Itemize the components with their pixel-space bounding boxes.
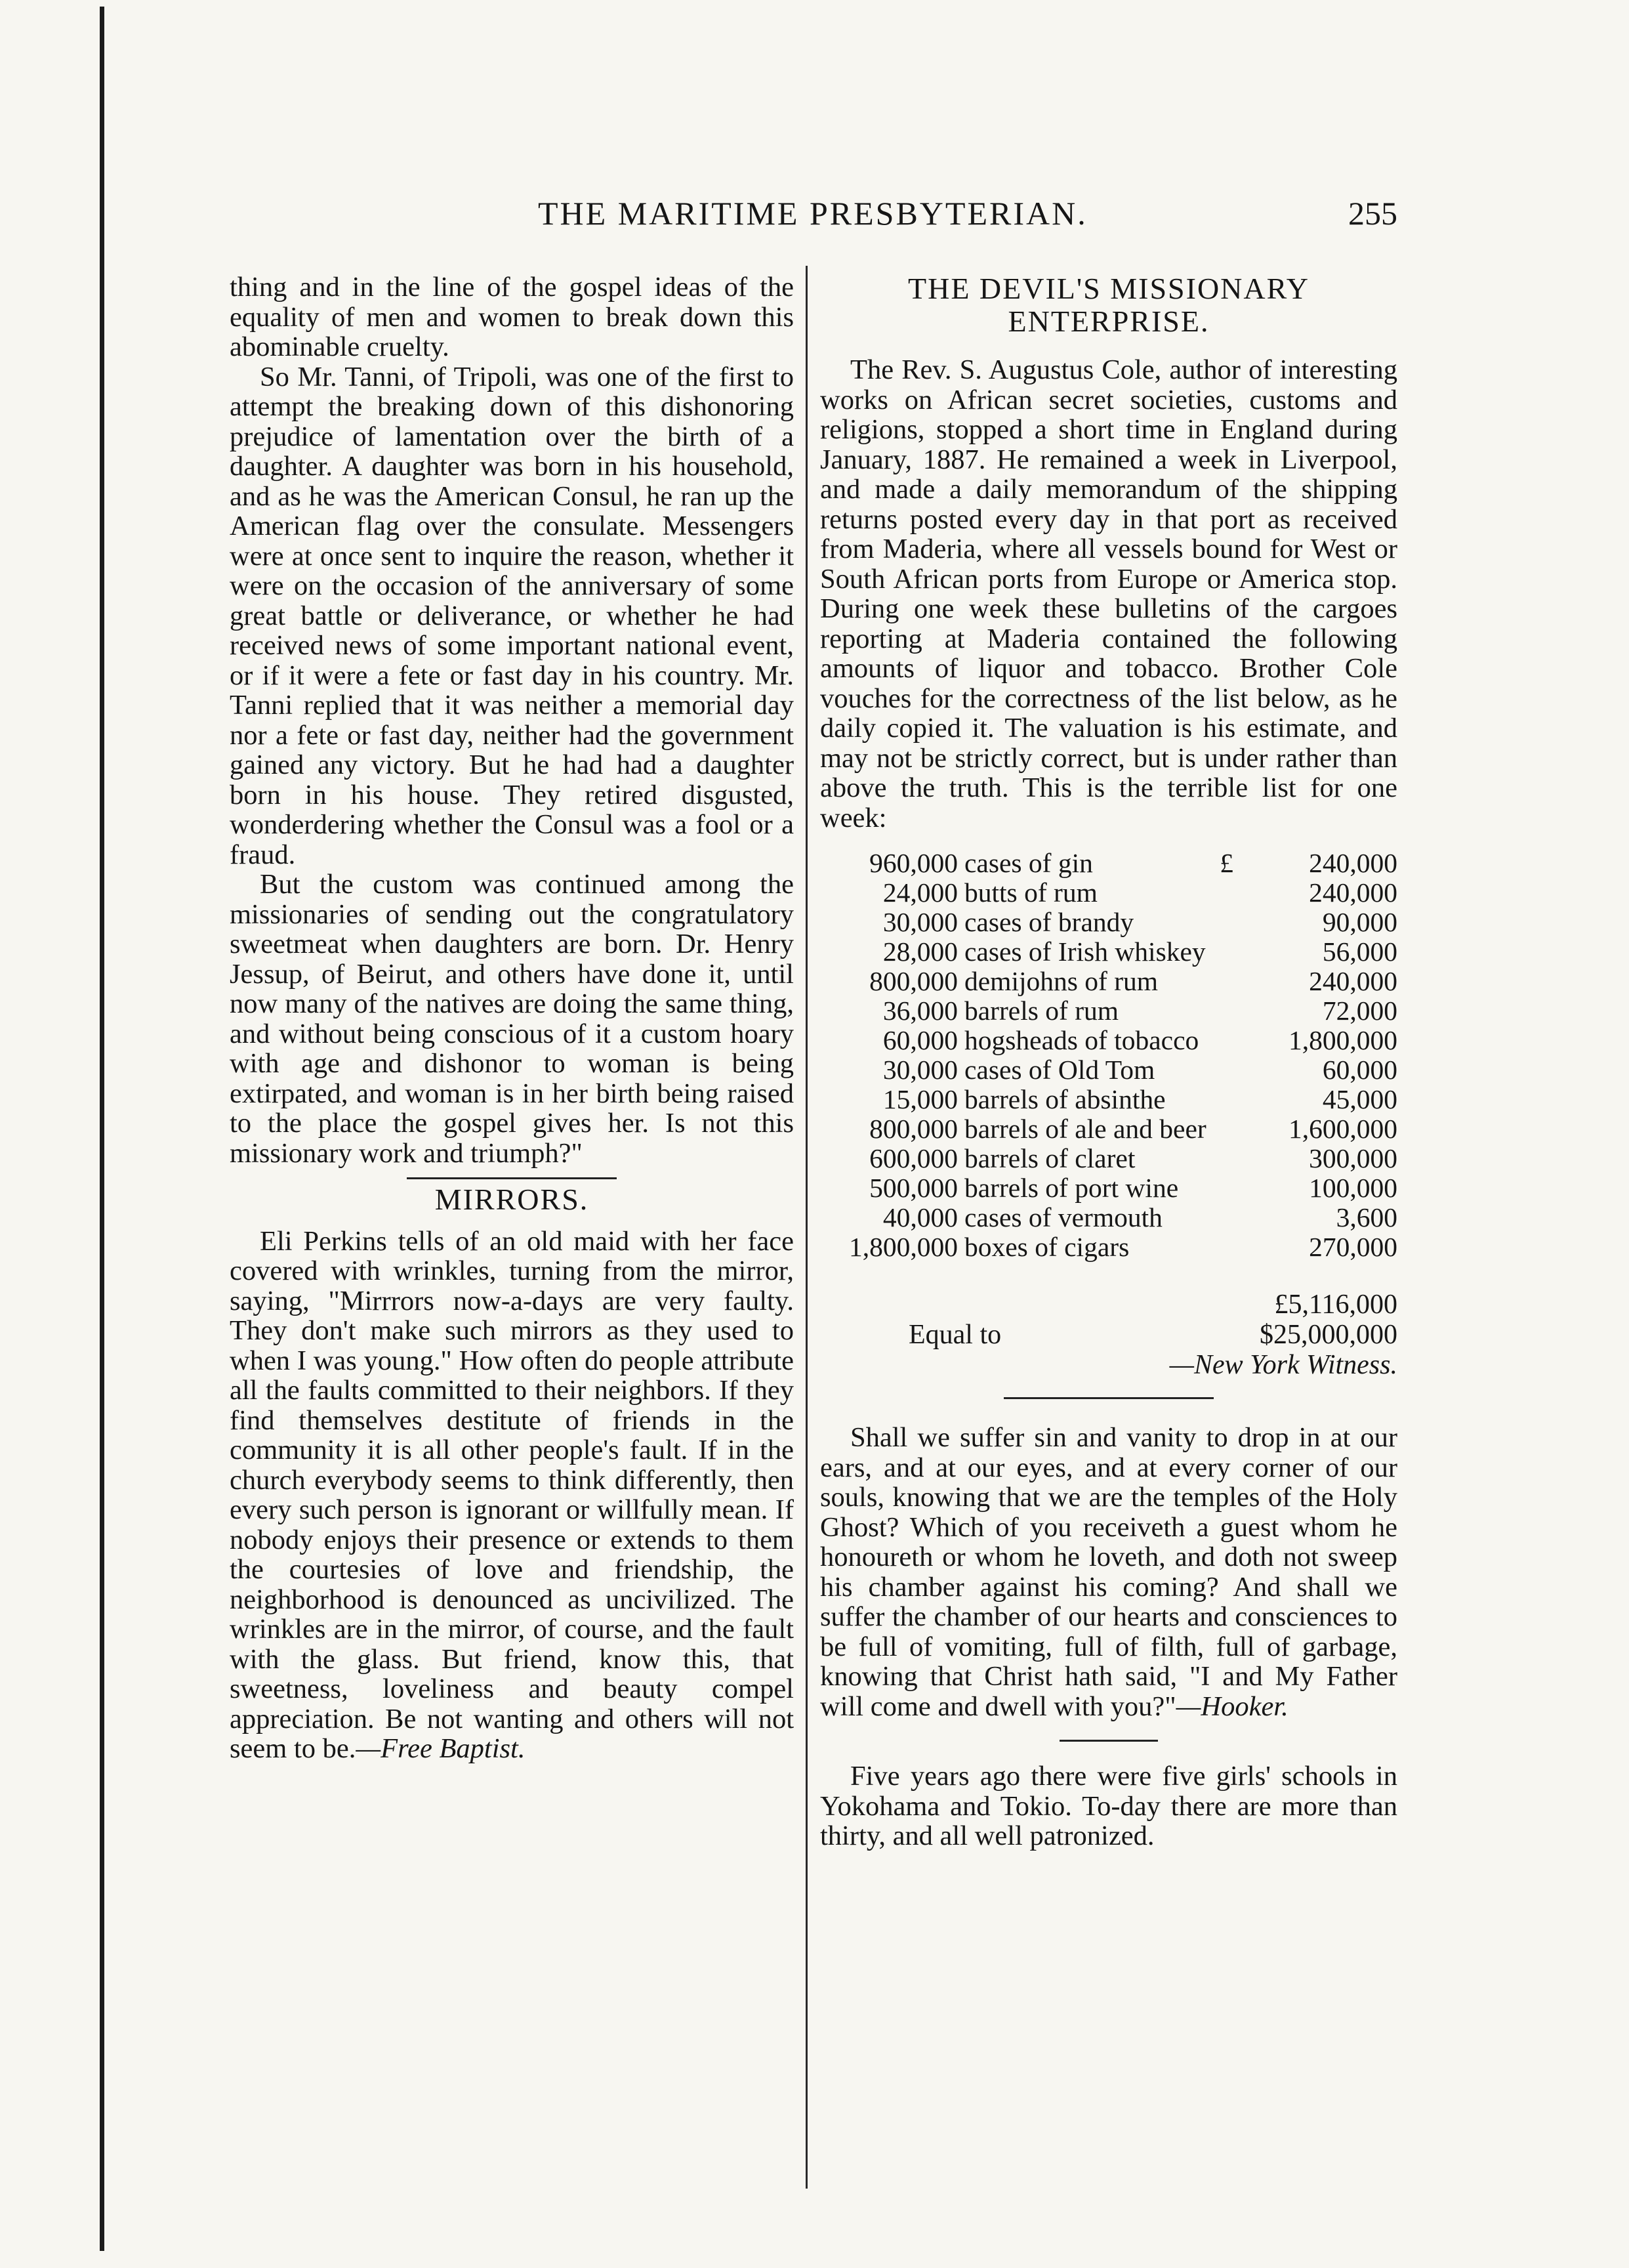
table-value: 1,800,000 [1289,1025,1397,1055]
article-intro: The Rev. S. Augustus Cole, author of interesting works on African secret societies, customs and religions, stopped a short time in England during January, 1887. He remained a week in Liverpool, and made a daily memorandum of the shipping returns posted every day in that port as received from Maderia, where all vessels bound for West or South African ports from Europe or America stop. During one week these bulletins of the cargoes reporting at Maderia contained the following amounts of liquor and tobacco. Brother Cole vouches for the correctness of the list below, as he daily copied it. The valuation is his estimate, and may not be strictly correct, but is under rather than above the truth. This is the terrible list for one week: [820,354,1397,833]
table-value: 100,000 [1309,1173,1397,1203]
table-currency [1214,1114,1233,1144]
table-currency [1214,996,1233,1026]
mirrors-body: Eli Perkins tells of an old maid with her face covered with wrinkles, turning from the mirror, saying, "Mirrrors now-a-days are very faulty. They don't make such mirrors as they used to when I was young." How often do people attribute all the faults committed to their neighbors. If they find themselves destitute of friends in the community it is all other people's fault. If in the church everybody seems to think differently, then every such person is ignorant or willfully mean. If nobody enjoys their presence or extends to them the courtesies of love and friendship, the neighborhood is denounced as uncivilized. The wrinkles are in the mirror, of course, and the fault with the glass. But friend, know this, that sweetness, loveliness and beauty compel appreciation. Be not wanting and others will not seem to be. [230,1225,794,1764]
table-currency: £ [1220,848,1233,878]
table-row [820,937,1397,967]
paragraph-continued: thing and in the line of the gospel ideas of the equality of men and women to break down this abominable cruelty. [230,272,794,362]
sin-paragraph [820,1423,1397,1721]
equal-value: $25,000,000 [1260,1320,1397,1350]
table-value: 1,600,000 [1289,1114,1397,1144]
column-divider [806,266,808,2189]
paragraph-custom: But the custom was continued among the missionaries of sending out the congratulatory sweetmeat when daughters are born. Dr. Henry Jessup, of Beirut, and others have done it, until now many of the natives are doing the same thing, and without being conscious of it a custom hoary with age and dishonor to woman is being extirpated, and woman is in her birth being raised to the place the gospel gives her. Is not this missionary work and triumph?" [230,869,794,1169]
table-qty: 500,000 [869,1173,958,1203]
binding-rule [100,7,104,2251]
table-row [820,878,1397,908]
sin-body: Shall we suffer sin and vanity to drop in at our ears, and at our eyes, and at every corner of our souls, knowing that we are the temples of the Holy Ghost? Which of you receiveth a guest whom he honoureth or whom he loveth, and doth not sweep his chamber against his coming? And shall we suffer the chamber of our hearts and consciences to be full of vomiting, full of filth, full of garbage, knowing that Christ hath said, "I and My Father will come and dwell with you?" [820,1422,1397,1722]
table-qty: 1,800,000 [849,1232,958,1262]
table-qty: 15,000 [882,1084,958,1114]
table-currency [1214,1026,1233,1055]
table-qty: 960,000 [869,848,958,878]
table-row [820,1085,1397,1114]
table-value: 240,000 [1309,848,1397,878]
mirrors-source: —Free Baptist. [356,1733,526,1764]
table-qty: 800,000 [869,966,958,996]
table-desc: cases of vermouth [964,1202,1163,1232]
totals [820,1290,1397,1380]
mirrors-heading: MIRRORS. [434,1183,589,1216]
section-rule [1004,1397,1214,1399]
table-desc: barrels of rum [964,996,1119,1026]
table-currency [1214,1203,1233,1232]
table-value: 300,000 [1309,1143,1397,1173]
table-value: 270,000 [1309,1232,1397,1262]
table-row [820,967,1397,996]
table-row [820,1203,1397,1232]
table-value: 45,000 [1322,1084,1397,1114]
table-qty: 600,000 [869,1143,958,1173]
table-currency [1214,878,1233,908]
table-desc: cases of Old Tom [964,1055,1155,1085]
page-number: 255 [1348,195,1397,232]
table-currency [1214,1055,1233,1085]
table-desc: barrels of ale and beer [964,1114,1206,1144]
sin-source: —Hooker. [1176,1690,1289,1722]
table-currency [1214,1232,1233,1262]
table-row [820,1232,1397,1262]
table-value: 56,000 [1322,936,1397,967]
table-qty: 30,000 [882,1055,958,1085]
table-value: 240,000 [1309,966,1397,996]
table-desc: barrels of port wine [964,1173,1179,1203]
table-source: —New York Witness. [1169,1350,1397,1380]
table-value: 72,000 [1322,996,1397,1026]
paragraph-tanni: So Mr. Tanni, of Tripoli, was one of the first to attempt the breaking down of this dishonoring prejudice of lamentation over the birth of a daughter. A daughter was born in his household, and as he was the American Consul, he ran up the American flag over the consulate. Messengers were at once sent to inquire the reason, whether it were on the occasion of the anniversary of some great battle or deliverance, or whether he had received news of some important national event, or if it were a fete or fast day in his country. Mr. Tanni replied that it was neither a memorial day nor a fete or fast day, neither had the government gained any victory. But he had had a daughter born in his house. They retired disgusted, wonderdering whether the Consul was a fool or a fraud. [230,361,794,870]
table-currency [1214,1173,1233,1203]
schools-paragraph: Five years ago there were five girls' schools in Yokohama and Tokio. To-day there are more than thirty, and all well patronized. [820,1761,1397,1851]
table-desc: hogsheads of tobacco [964,1025,1199,1055]
table-desc: demijohns of rum [964,966,1159,996]
table-row [820,996,1397,1026]
article-heading: THE DEVIL'S MISSIONARY ENTERPRISE. [908,272,1309,338]
section-rule [1060,1740,1158,1742]
table-row [820,1026,1397,1055]
table-qty: 28,000 [882,936,958,967]
table-currency [1214,937,1233,967]
table-row [820,908,1397,937]
section-rule [407,1177,617,1179]
table-value: 90,000 [1322,907,1397,937]
table-qty: 36,000 [882,996,958,1026]
table-desc: boxes of cigars [964,1232,1130,1262]
left-column [230,272,794,2202]
table-qty: 24,000 [882,877,958,908]
table-value: 240,000 [1309,877,1397,908]
table-desc: cases of gin [964,848,1093,878]
table-row [820,1144,1397,1173]
table-qty: 30,000 [882,907,958,937]
liquor-table [820,849,1397,1262]
table-currency [1214,1144,1233,1173]
table-desc: barrels of absinthe [964,1084,1166,1114]
table-qty: 60,000 [882,1025,958,1055]
table-qty: 800,000 [869,1114,958,1144]
table-desc: cases of Irish whiskey [964,936,1206,967]
table-row [820,849,1397,878]
table-currency [1214,908,1233,937]
table-row [820,1114,1397,1144]
right-column [820,272,1397,2202]
table-qty: 40,000 [882,1202,958,1232]
table-currency [1214,1085,1233,1114]
table-desc: butts of rum [964,877,1098,908]
total-value: £5,116,000 [1274,1290,1397,1320]
mirrors-paragraph [230,1227,794,1764]
table-value: 60,000 [1322,1055,1397,1085]
table-row [820,1055,1397,1085]
running-title: THE MARITIME PRESBYTERIAN. [538,195,1088,232]
page-header [230,190,1397,243]
equal-label: Equal to [909,1320,1002,1350]
table-currency [1214,967,1233,996]
table-row [820,1173,1397,1203]
table-desc: cases of brandy [964,907,1134,937]
table-value: 3,600 [1336,1202,1397,1232]
table-desc: barrels of claret [964,1143,1136,1173]
